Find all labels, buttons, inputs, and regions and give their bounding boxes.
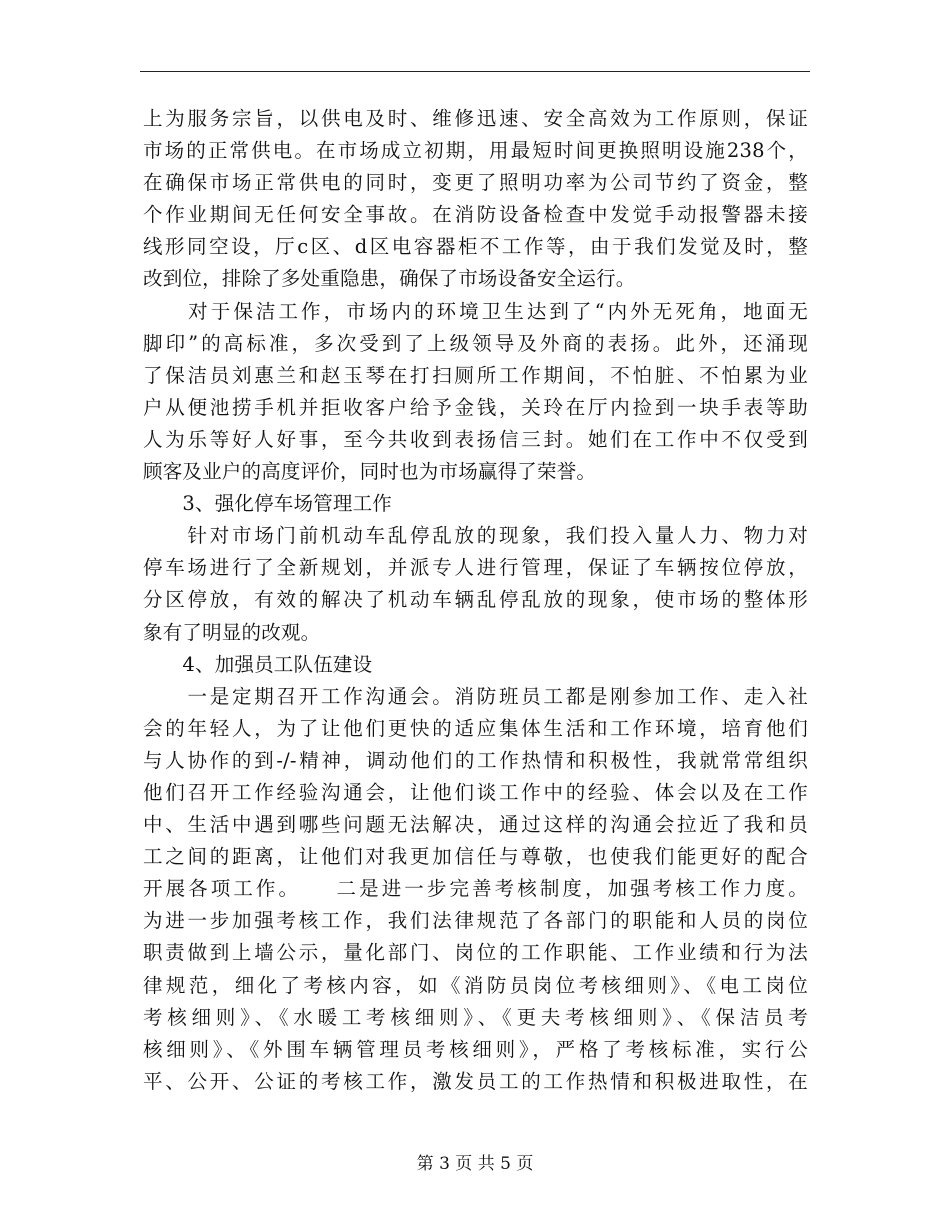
text-line: 顾客及业户的高度评价，同时也为市场赢得了荣誉。 (143, 460, 597, 484)
text-line: 了保洁员刘惠兰和赵玉琴在打扫厕所工作期间，不怕脏、不怕累为业 (143, 363, 808, 387)
text-line: 上为服务宗旨，以供电及时、维修迅速、安全高效为工作原则，保证 (143, 107, 808, 130)
text-line: 为进一步加强考核工作，我们法律规范了各部门的职能和人员的岗位 (143, 909, 808, 933)
text-line: 象有了明显的改观。 (143, 620, 321, 644)
text-line: 停车场进行了全新规划，并派专人进行管理，保证了车辆按位停放， (143, 556, 808, 580)
text-line: 他们召开工作经验沟通会，让他们谈工作中的经验、体会以及在工作 (143, 780, 808, 804)
text-line: 分区停放，有效的解决了机动车辆乱停乱放的现象，使市场的整体形 (143, 588, 808, 612)
header-rule (140, 71, 810, 72)
text-line: 脚印”的高标准，多次受到了上级领导及外商的表扬。此外，还涌现 (143, 331, 808, 355)
text-line: 平、公开、公证的考核工作，激发员工的工作热情和积极进取性，在 (143, 1069, 808, 1093)
text-line: 在确保市场正常供电的同时，变更了照明功率为公司节约了资金，整 (143, 171, 808, 195)
text-line: 线形同空设，厅c区、d区电容器柜不工作等，由于我们发觉及时，整 (143, 235, 808, 259)
text-line: 户从便池捞手机并拒收客户给予金钱，关玲在厅内捡到一块手表等助 (143, 395, 808, 419)
section-heading: 3、强化停车场管理工作 (143, 492, 393, 516)
text-line: 会的年轻人，为了让他们更快的适应集体生活和工作环境，培育他们 (143, 716, 808, 740)
page-number: 第 3 页 共 5 页 (416, 1154, 534, 1174)
text-line: 律规范，细化了考核内容，如《消防员岗位考核细则》、《电工岗位 (143, 973, 808, 997)
document-body (143, 103, 808, 1098)
text-line: 市场的正常供电。在市场成立初期，用最短时间更换照明设施238个， (143, 139, 808, 163)
text-line: 一是定期召开工作沟通会。消防班员工都是刚参加工作、走入社 (143, 684, 808, 708)
text-line: 对于保洁工作，市场内的环境卫生达到了“内外无死角，地面无 (143, 299, 808, 323)
text-line: 核细则》、《外围车辆管理员考核细则》，严格了考核标准，实行公 (143, 1037, 808, 1061)
text-line: 中、生活中遇到哪些问题无法解决，通过这样的沟通会拉近了我和员 (143, 813, 808, 837)
text-line: 改到位，排除了多处重隐患，确保了市场设备安全运行。 (143, 267, 636, 291)
text-line: 人为乐等好人好事，至今共收到表扬信三封。她们在工作中不仅受到 (143, 427, 808, 451)
section-heading: 4、加强员工队伍建设 (143, 652, 373, 676)
text-line: 针对市场门前机动车乱停乱放的现象，我们投入量人力、物力对 (143, 524, 808, 548)
text-line: 个作业期间无任何安全事故。在消防设备检查中发觉手动报警器未接 (143, 203, 808, 227)
text-line: 开展各项工作。 二是进一步完善考核制度，加强考核工作力度。 (143, 877, 808, 901)
text-line: 与人协作的到-/-精神，调动他们的工作热情和积极性，我就常常组织 (143, 748, 808, 772)
text-line: 职责做到上墙公示，量化部门、岗位的工作职能、工作业绩和行为法 (143, 941, 808, 965)
text-line: 工之间的距离，让他们对我更加信任与尊敬，也使我们能更好的配合 (143, 845, 808, 869)
text-line: 考核细则》、《水暖工考核细则》、《更夫考核细则》、《保洁员考 (143, 1005, 808, 1029)
